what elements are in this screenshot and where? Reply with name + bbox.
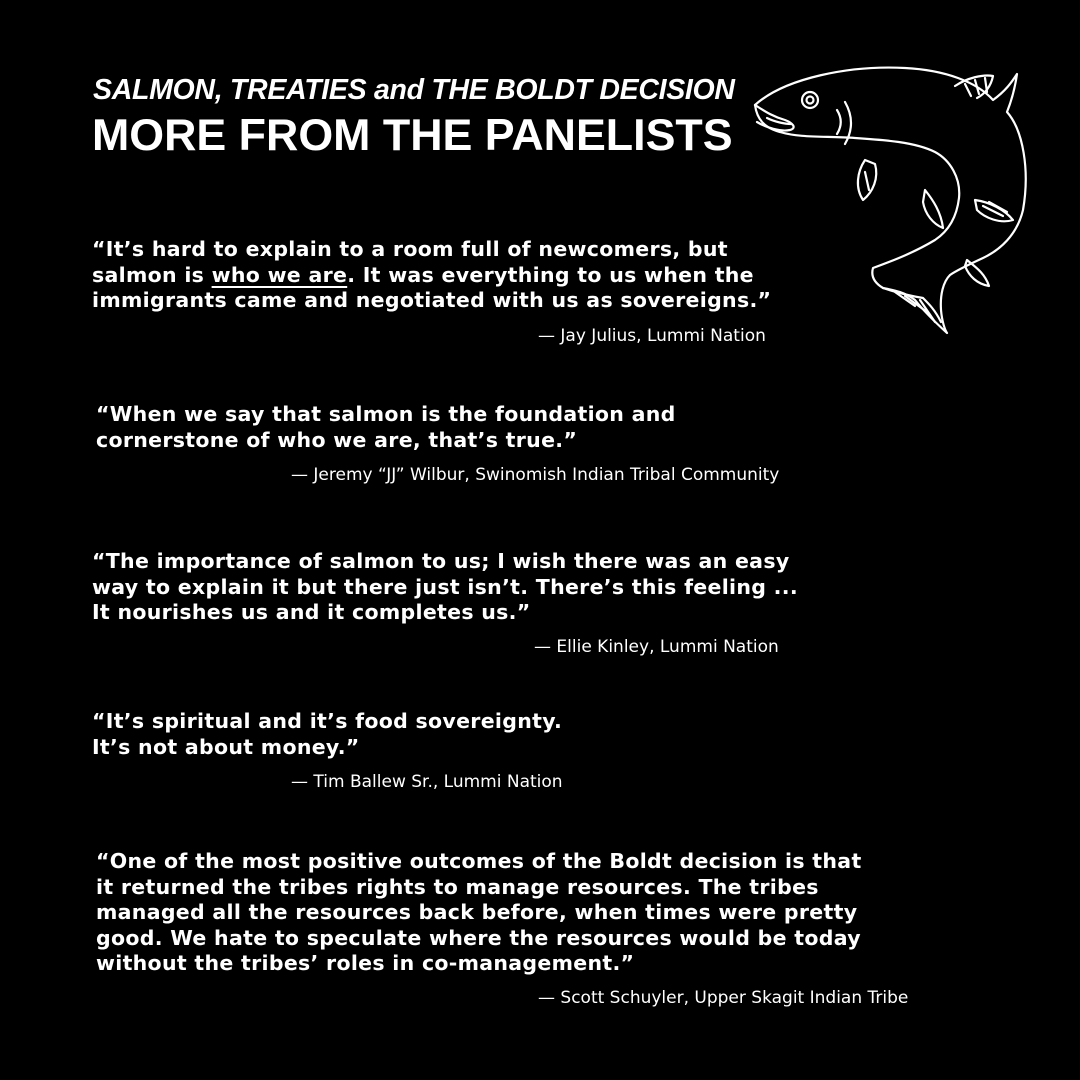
- quote-text-span: salmon is: [92, 262, 212, 287]
- quote-line: “It’s hard to explain to a room full of newcomers, but: [92, 237, 728, 261]
- quote-line: “One of the most positive outcomes of the Boldt decision is that: [96, 849, 862, 873]
- page-title: MORE FROM THE PANELISTS: [92, 110, 733, 160]
- quote-line: way to explain it but there just isn’t. There’s this feeling ...: [92, 574, 798, 599]
- quote-5: [96, 849, 862, 977]
- quote-2: [96, 402, 676, 453]
- quote-line: “It’s spiritual and it’s food sovereignty.: [92, 709, 563, 733]
- quote-text-span: . It was everything to us when the: [347, 262, 754, 287]
- quote-line: managed all the resources back before, when times were pretty: [96, 900, 858, 924]
- quote-3: [92, 549, 798, 626]
- quote-4: [92, 709, 562, 760]
- quote-line: it returned the tribes rights to manage resources. The tribes: [96, 874, 819, 899]
- quote-line: good. We hate to speculate where the resources would be today: [96, 925, 861, 950]
- attribution-2: — Jeremy “JJ” Wilbur, Swinomish Indian Tribal Community: [291, 465, 780, 485]
- emphasis-underline: who we are: [211, 262, 348, 287]
- attribution-1: — Jay Julius, Lummi Nation: [538, 326, 766, 346]
- salmon-icon: [745, 60, 1035, 345]
- quote-line: without the tribes’ roles in co-management.”: [96, 951, 635, 975]
- attribution-3: — Ellie Kinley, Lummi Nation: [534, 637, 779, 657]
- quote-line: cornerstone of who we are, that’s true.”: [96, 427, 578, 452]
- attribution-5: — Scott Schuyler, Upper Skagit Indian Tribe: [538, 988, 909, 1008]
- subtitle: SALMON, TREATIES and THE BOLDT DECISION: [93, 74, 735, 106]
- quote-line: [92, 263, 771, 289]
- quote-line: It’s not about money.”: [92, 734, 360, 759]
- quote-line: “The importance of salmon to us; I wish there was an easy: [92, 549, 790, 573]
- quote-line: “When we say that salmon is the foundation and: [96, 402, 676, 426]
- quote-line: It nourishes us and it completes us.”: [92, 600, 531, 624]
- quote-line: immigrants came and negotiated with us as sovereigns.”: [92, 288, 772, 312]
- attribution-4: — Tim Ballew Sr., Lummi Nation: [291, 772, 563, 792]
- quote-1: [92, 237, 771, 314]
